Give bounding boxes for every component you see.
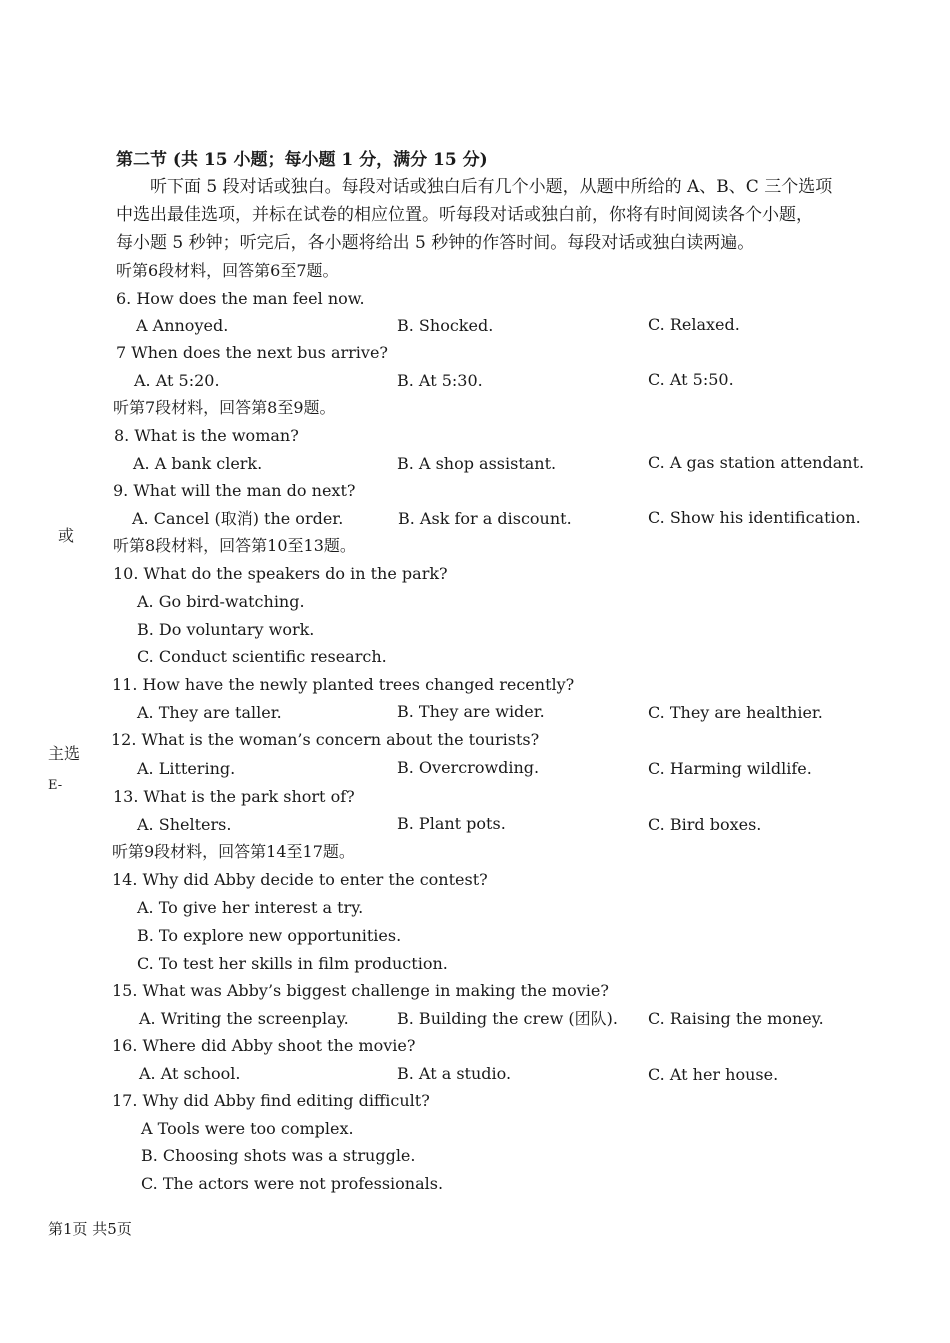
q9-option-b: B. Ask for a discount.	[398, 509, 572, 528]
q15-option-c: C. Raising the money.	[648, 1009, 824, 1028]
q11-option-c: C. They are healthier.	[648, 703, 823, 722]
q13-option-a: A. Shelters.	[137, 815, 232, 834]
question-stem-7: 7 When does the next bus arrive?	[116, 343, 388, 362]
q12-option-b: B. Overcrowding.	[397, 758, 540, 777]
q15-option-a: A. Writing the screenplay.	[139, 1009, 349, 1028]
q10-option-b: B. Do voluntary work.	[137, 620, 315, 639]
q8-option-c: C. A gas station attendant.	[648, 453, 865, 472]
q16-option-b: B. At a studio.	[397, 1064, 512, 1083]
q6-option-b: B. Shocked.	[397, 316, 494, 335]
q7-option-c: C. At 5:50.	[648, 370, 734, 389]
q11-option-b: B. They are wider.	[397, 702, 545, 721]
question-stem-11: 11. How have the newly planted trees changed recently?	[112, 675, 575, 694]
q16-option-a: A. At school.	[139, 1064, 241, 1083]
margin-mark-2: 主选	[48, 744, 81, 763]
group-header-7: 听第7段材料，回答第8至9题。	[113, 398, 336, 417]
instruction-line-2: 中选出最佳选项，并标在试卷的相应位置。听每段对话或独白前，你将有时间阅读各个小题，	[116, 205, 813, 225]
question-stem-9: 9. What will the man do next?	[113, 481, 356, 500]
margin-mark-1: 或	[58, 526, 75, 545]
q17-option-b: B. Choosing shots was a struggle.	[141, 1146, 416, 1165]
question-stem-13: 13. What is the park short of?	[113, 787, 355, 806]
question-stem-6: 6. How does the man feel now.	[116, 289, 365, 308]
q9-option-c: C. Show his identification.	[648, 508, 861, 527]
q17-option-a: A Tools were too complex.	[141, 1119, 354, 1138]
question-stem-14: 14. Why did Abby decide to enter the contest?	[112, 870, 488, 889]
q16-option-c: C. At her house.	[648, 1065, 779, 1084]
q14-option-b: B. To explore new opportunities.	[137, 926, 402, 945]
question-stem-12: 12. What is the woman’s concern about the tourists?	[111, 730, 540, 749]
group-header-8: 听第8段材料，回答第10至13题。	[113, 536, 356, 555]
q10-option-c: C. Conduct scientific research.	[137, 647, 387, 666]
question-stem-8: 8. What is the woman?	[114, 426, 299, 445]
q15-option-b: B. Building the crew (团队).	[397, 1009, 618, 1028]
question-stem-17: 17. Why did Abby find editing difficult?	[112, 1091, 430, 1110]
q8-option-b: B. A shop assistant.	[397, 454, 557, 473]
group-header-6: 听第6段材料，回答第6至7题。	[116, 261, 339, 280]
q6-option-c: C. Relaxed.	[648, 315, 740, 334]
q10-option-a: A. Go bird-watching.	[137, 592, 305, 611]
question-stem-10: 10. What do the speakers do in the park?	[113, 564, 448, 583]
q14-option-c: C. To test her skills in film production.	[137, 954, 448, 973]
q17-option-c: C. The actors were not professionals.	[141, 1174, 444, 1193]
question-stem-15: 15. What was Abby’s biggest challenge in making the movie?	[112, 981, 609, 1000]
q9-option-a: A. Cancel (取消) the order.	[132, 509, 344, 528]
q11-option-a: A. They are taller.	[137, 703, 282, 722]
page-number-footer: 第1页 共5页	[48, 1220, 132, 1238]
question-stem-16: 16. Where did Abby shoot the movie?	[112, 1036, 416, 1055]
q6-option-a: A Annoyed.	[136, 316, 229, 335]
q7-option-b: B. At 5:30.	[397, 371, 483, 390]
q13-option-b: B. Plant pots.	[397, 814, 506, 833]
margin-mark-3: E-	[48, 778, 63, 793]
section-heading: 第二节 (共 15 小题；每小题 1 分，满分 15 分)	[116, 150, 488, 170]
q12-option-a: A. Littering.	[137, 759, 236, 778]
q14-option-a: A. To give her interest a try.	[137, 898, 364, 917]
group-header-9: 听第9段材料，回答第14至17题。	[112, 842, 355, 861]
instruction-line-3: 每小题 5 秒钟；听完后，各小题将给出 5 秒钟的作答时间。每段对话或独白读两遍。	[116, 233, 755, 253]
q8-option-a: A. A bank clerk.	[133, 454, 263, 473]
q12-option-c: C. Harming wildlife.	[648, 759, 812, 778]
instruction-line-1: 听下面 5 段对话或独白。每段对话或独白后有几个小题，从题中所给的 A、B、C 三个选项	[150, 177, 833, 197]
q7-option-a: A. At 5:20.	[134, 371, 220, 390]
q13-option-c: C. Bird boxes.	[648, 815, 762, 834]
